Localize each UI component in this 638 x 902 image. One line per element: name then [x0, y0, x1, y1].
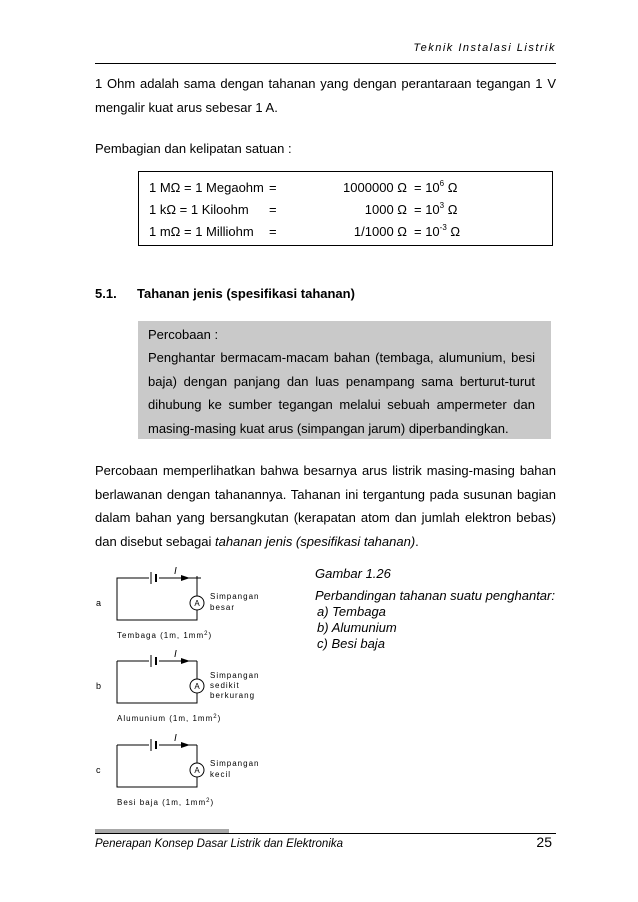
figure-title: Perbandingan tahanan suatu penghantar: — [315, 588, 555, 603]
page-number: 25 — [536, 834, 552, 850]
power-unit: Ω — [446, 224, 461, 239]
equals-sign: = — [269, 202, 277, 217]
circuit-a — [96, 566, 259, 640]
footer-book-title: Penerapan Konsep Dasar Listrik dan Elektronika — [95, 838, 344, 850]
footer-rule — [95, 833, 556, 834]
running-header: Teknik Instalasi Listrik — [413, 42, 556, 54]
circuit-wire — [117, 745, 197, 787]
unit-value: 1000000 Ω — [343, 180, 407, 195]
deflection-label-line: kecil — [210, 770, 232, 779]
deflection-label-line: sedikit — [210, 681, 240, 690]
power-exponent: 3 — [439, 201, 445, 210]
material-name: Alumunium (1m, 1mm — [117, 714, 214, 723]
circuit-c — [96, 733, 259, 807]
current-arrow-head — [181, 658, 190, 664]
material-name: Besi baja (1m, 1mm — [117, 798, 207, 807]
power-base: = 10 — [414, 202, 440, 217]
equals-sign: = — [269, 180, 277, 195]
current-label: I — [174, 649, 177, 660]
material-name: Tembaga (1m, 1mm — [117, 631, 205, 640]
circuit-b — [96, 649, 259, 723]
material-exponent: 2 — [213, 714, 218, 720]
current-label: I — [174, 733, 177, 744]
units-heading: Pembagian dan kelipatan satuan : — [95, 141, 292, 156]
material-label — [117, 631, 212, 640]
section-title: Tahanan jenis (spesifikasi tahanan) — [137, 286, 355, 301]
power-unit: Ω — [444, 180, 458, 195]
experiment-body: Penghantar bermacam-macam bahan (tembaga, alumunium, besi baja) dengan panjang dan luas penampang sama berturut-turut dihubung ke sumber tegangan melalui sebuah ampermeter dan masing-masing kuat arus (simpangan jarum) diperbandingkan. — [148, 350, 535, 436]
material-exponent: 2 — [206, 798, 211, 804]
conclusion-end: . — [415, 533, 419, 549]
current-label: I — [174, 566, 177, 577]
current-arrow-head — [181, 575, 190, 581]
figure-label: Gambar 1.26 — [315, 566, 391, 581]
material-label — [117, 798, 214, 807]
ohm-definition-paragraph: 1 Ohm adalah sama dengan tahanan yang dengan perantaraan tegangan 1 V mengalir kuat arus sebesar 1 A. — [95, 76, 556, 115]
current-arrow-head — [181, 742, 190, 748]
deflection-label-line: Simpangan — [210, 671, 260, 680]
material-label — [117, 714, 221, 723]
figure-item: a) Tembaga — [317, 604, 386, 619]
circuit-letter: c — [96, 765, 101, 775]
material-suffix: ) — [217, 714, 222, 723]
circuit-letter: b — [96, 681, 102, 691]
unit-name: 1 mΩ = 1 Milliohm — [149, 224, 254, 239]
unit-name: 1 kΩ = 1 Kiloohm — [149, 202, 249, 217]
deflection-label-line: Simpangan — [210, 759, 260, 768]
ammeter-label: A — [194, 766, 200, 775]
unit-name: 1 MΩ = 1 Megaohm — [149, 180, 264, 195]
unit-value: 1000 Ω — [364, 202, 407, 217]
circuit-letter: a — [96, 598, 102, 608]
deflection-label-line: besar — [210, 603, 236, 612]
figure-item: b) Alumunium — [317, 620, 397, 635]
conclusion-term: tahanan jenis (spesifikasi tahanan) — [214, 533, 416, 549]
ammeter-label: A — [194, 682, 200, 691]
figure-item: c) Besi baja — [317, 636, 385, 651]
ammeter-label: A — [194, 599, 200, 608]
deflection-label-line: berkurang — [210, 691, 256, 700]
conclusion-text: Percobaan memperlihatkan bahwa besarnya arus listrik masing-masing bahan berlawanan dengan tahanannya. Tahanan ini tergantung pada susunan bagian dalam bahan yang bersangkutan (kerapatan atom dan jumlah elektron bebas) dan disebut sebagai — [95, 463, 556, 549]
unit-value: 1/1000 Ω — [353, 224, 407, 239]
deflection-label-line: Simpangan — [210, 592, 260, 601]
power-exponent: -3 — [439, 223, 447, 232]
material-exponent: 2 — [204, 631, 209, 637]
material-suffix: ) — [210, 798, 215, 807]
circuit-wire — [117, 661, 197, 703]
power-unit: Ω — [444, 202, 458, 217]
power-base: = 10 — [414, 180, 440, 195]
material-suffix: ) — [208, 631, 213, 640]
experiment-title: Percobaan : — [148, 327, 219, 342]
power-base: = 10 — [414, 224, 440, 239]
equals-sign: = — [269, 224, 277, 239]
power-exponent: 6 — [439, 179, 445, 188]
section-number: 5.1. — [95, 286, 117, 301]
